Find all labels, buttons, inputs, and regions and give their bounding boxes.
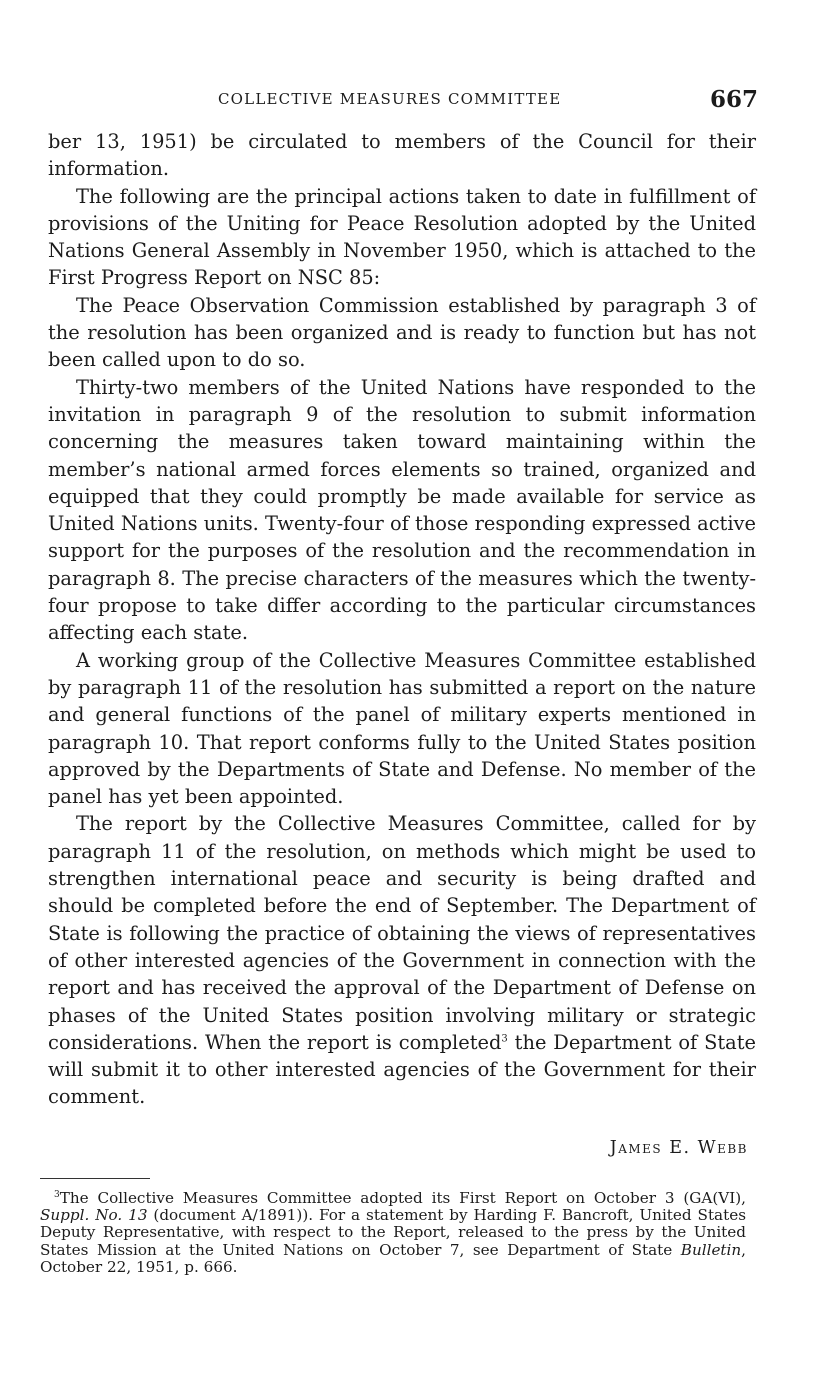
footnote-divider [40,1178,150,1179]
body-text [48,128,756,1111]
paragraph-continued: ber 13, 1951) be circulated to members of the Council for their information. [48,130,756,181]
paragraph-text: the Department of State will submit it to other interested agencies of the Government for their comment. [48,1030,757,1109]
paragraph: The Peace Observation Commission established by paragraph 3 of the resolution has been organized and is ready to function but has not been called upon to do so. [48,293,756,372]
footnote-marker: 3 [54,1189,60,1200]
footnote-italic: Suppl. No. 13 [40,1206,148,1225]
paragraph: The following are the principal actions taken to date in fulfillment of provisions of the Uniting for Peace Resolution adopted by the United Nations General Assembly in November 1950, which is attached to the First Progress Report on NSC 85: [48,184,756,290]
footnote-reference[interactable]: 3 [501,1033,508,1045]
paragraph-text: The report by the Collective Measures Committee, called for by paragraph 11 of the resolution, on methods which might be used to strengthen international peace and security is being drafted and should be completed before the end of September. The Department of State is following the practice of obtaining the views of representatives of other interested agencies of the Government in connection with the report and has received the approval of the Department of Defense on phases of the United States position involving military or strategic considerations. When the report is completed [48,812,756,1054]
running-head [50,86,760,118]
footnote [40,1190,746,1276]
footnote-text: The Collective Measures Committee adopted its First Report on October 3 (GA(VI), [59,1189,746,1207]
footnote-italic: Bulletin [680,1240,742,1259]
signature: James E. Webb [609,1138,748,1158]
page-number: 667 [709,86,758,113]
paragraph [48,810,756,1110]
running-head-title: COLLECTIVE MEASURES COMMITTEE [218,90,562,108]
footnote-text: , October 22, 1951, p. 666. [40,1240,746,1276]
paragraph: Thirty-two members of the United Nations have responded to the invitation in paragraph 9 of the resolution to submit information concerning the measures taken toward maintaining within the member’s national armed forces elements so trained, organized and equipped that they could promptly be made available for service as United Nations units. Twenty-four of those responding expressed active support for the purposes of the resolution and the recommendation in paragraph 8. The precise characters of the measures which the twenty-four propose to take differ according to the particular circumstances affecting each state. [48,375,756,645]
footnote-text: (document A/1891)). For a statement by Harding F. Bancroft, United States Deputy Representative, with respect to the Report, released to the press by the United States Mission at the United Nations on October 7, see Department of State [40,1206,746,1259]
footnotes [40,1190,746,1276]
paragraph: A working group of the Collective Measures Committee established by paragraph 11 of the resolution has submitted a report on the nature and general functions of the panel of military experts mentioned in paragraph 10. That report conforms fully to the United States position approved by the Departments of State and Defense. No member of the panel has yet been appointed. [48,648,756,809]
